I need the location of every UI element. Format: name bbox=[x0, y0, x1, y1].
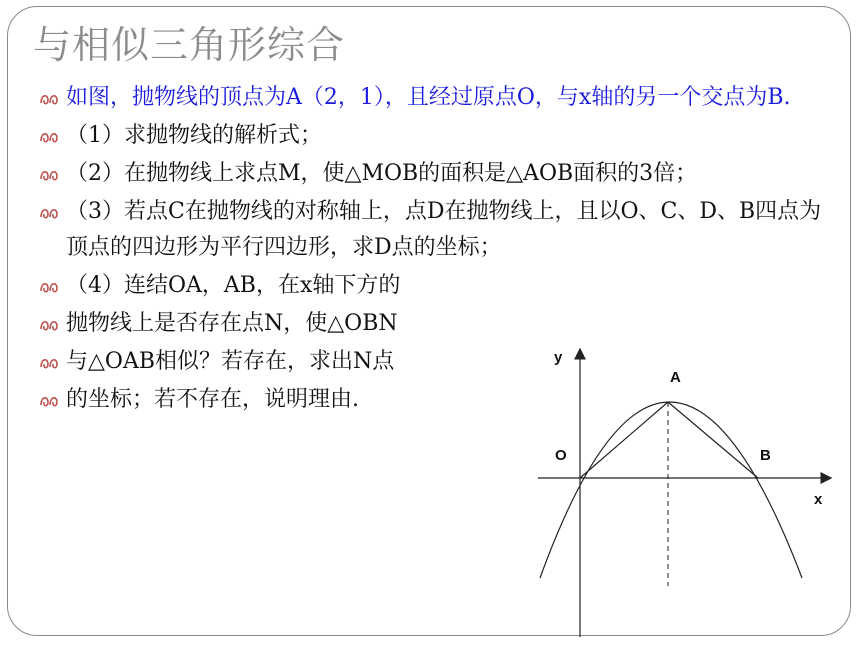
x-axis-label: x bbox=[814, 491, 823, 508]
segment-oa bbox=[580, 402, 668, 478]
bullet-mark-icon bbox=[38, 90, 62, 108]
bullet-mark-icon bbox=[38, 392, 62, 410]
y-axis-label: y bbox=[554, 349, 563, 366]
bullet-mark-icon bbox=[38, 354, 62, 372]
bullet-intro bbox=[38, 80, 828, 116]
bullet-mark-icon bbox=[38, 128, 62, 146]
bullet-mark-icon bbox=[38, 316, 62, 334]
bullet-text: 与△OAB相似？若存在，求出N点 bbox=[66, 349, 395, 374]
bullet-text: 的坐标；若不存在，说明理由. bbox=[66, 387, 359, 412]
bullet-mark-icon bbox=[38, 166, 62, 184]
point-b-label: B bbox=[760, 447, 771, 464]
bullet-text: 如图，抛物线的顶点为A（2，1），且经过原点O，与x轴的另一个交点为B. bbox=[66, 85, 791, 110]
parabola-curve bbox=[540, 402, 802, 578]
segment-ab bbox=[668, 402, 758, 478]
bullet-q4-line2 bbox=[38, 306, 486, 342]
bullet-text: （1）求抛物线的解析式； bbox=[66, 123, 322, 148]
point-a-label: A bbox=[670, 369, 681, 386]
bullet-mark-icon bbox=[38, 278, 62, 296]
bullet-text: 抛物线上是否存在点N，使△OBN bbox=[66, 311, 398, 336]
bullet-q4 bbox=[38, 268, 486, 304]
point-o-label: O bbox=[555, 447, 567, 464]
bullet-mark-icon bbox=[38, 204, 62, 222]
slide-title: 与相似三角形综合 bbox=[33, 23, 346, 67]
parabola-graph bbox=[530, 340, 840, 638]
bullet-q2 bbox=[38, 156, 828, 192]
bullet-q4-line4 bbox=[38, 382, 486, 418]
bullet-q4-line3 bbox=[38, 344, 486, 380]
bullet-text: （4）连结OA，AB，在x轴下方的 bbox=[66, 273, 401, 298]
bullet-text: （2）在抛物线上求点M，使△MOB的面积是△AOB面积的3倍； bbox=[66, 161, 698, 186]
bullet-text: （3）若点C在抛物线的对称轴上，点D在抛物线上，且以O、C、D、B四点为顶点的四边形为平行四边形，求D点的坐标； bbox=[66, 199, 822, 260]
bullet-q3 bbox=[38, 194, 828, 266]
bullet-q1 bbox=[38, 118, 828, 154]
